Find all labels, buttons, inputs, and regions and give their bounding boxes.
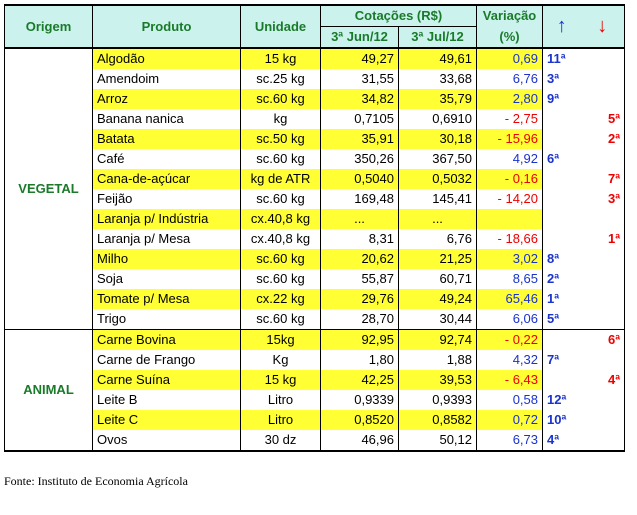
product-name: Cana-de-açúcar: [93, 169, 241, 189]
rank-down: 6ª: [581, 330, 625, 351]
rank-up: 1ª: [547, 291, 560, 306]
rank-up: 9ª: [547, 91, 560, 106]
header-pct: (%): [477, 27, 543, 49]
price-jul: 30,18: [399, 129, 477, 149]
price-jul: 145,41: [399, 189, 477, 209]
variation: - 0,22: [477, 330, 543, 351]
header-origem: Origem: [5, 5, 93, 48]
price-jun: 0,7105: [321, 109, 399, 129]
price-jul: 0,5032: [399, 169, 477, 189]
price-jun: 35,91: [321, 129, 399, 149]
product-name: Tomate p/ Mesa: [93, 289, 241, 309]
table-row: [5, 189, 625, 209]
variation: - 0,16: [477, 169, 543, 189]
unit: Litro: [241, 390, 321, 410]
rank-up: [543, 209, 581, 229]
table-row: [5, 350, 625, 370]
product-name: Feijão: [93, 189, 241, 209]
rank-down: [581, 410, 625, 430]
price-jul: ...: [399, 209, 477, 229]
header-jun: 3ª Jun/12: [321, 27, 399, 49]
rank-down: [581, 390, 625, 410]
header-produto: Produto: [93, 5, 241, 48]
price-jul: 0,6910: [399, 109, 477, 129]
variation: - 15,96: [477, 129, 543, 149]
group-animal: ANIMAL: [5, 330, 93, 452]
table-row: [5, 430, 625, 451]
rank-up: 5ª: [547, 311, 560, 326]
rank-down: 5ª: [581, 109, 625, 129]
price-jul: 60,71: [399, 269, 477, 289]
header-cotacoes: Cotações (R$): [321, 5, 477, 27]
variation: 4,92: [477, 149, 543, 169]
rank-down: [581, 69, 625, 89]
price-jul: 39,53: [399, 370, 477, 390]
unit: kg: [241, 109, 321, 129]
price-jul: 50,12: [399, 430, 477, 451]
table-row: [5, 129, 625, 149]
table-row: [5, 309, 625, 330]
price-jul: 367,50: [399, 149, 477, 169]
variation: - 6,43: [477, 370, 543, 390]
unit: sc.60 kg: [241, 249, 321, 269]
table-row: [5, 370, 625, 390]
product-name: Leite B: [93, 390, 241, 410]
rank-up: 4ª: [543, 430, 581, 451]
price-jul: 35,79: [399, 89, 477, 109]
variation: 0,69: [477, 48, 543, 69]
header-unidade: Unidade: [241, 5, 321, 48]
unit: sc.60 kg: [241, 269, 321, 289]
header-jul: 3ª Jul/12: [399, 27, 477, 49]
header-variacao: Variação: [477, 5, 543, 27]
table-row: [5, 169, 625, 189]
rank-down: [581, 289, 625, 309]
rank-down: [581, 209, 625, 229]
table-row: [5, 229, 625, 249]
rank-up: 3ª: [547, 71, 560, 86]
price-jun: 28,70: [321, 309, 399, 330]
price-jun: 0,8520: [321, 410, 399, 430]
product-name: Leite C: [93, 410, 241, 430]
variation: 8,65: [477, 269, 543, 289]
product-name: Laranja p/ Mesa: [93, 229, 241, 249]
product-name: Soja: [93, 269, 241, 289]
unit: sc.60 kg: [241, 189, 321, 209]
product-name: Algodão: [93, 48, 241, 69]
price-jun: 42,25: [321, 370, 399, 390]
rank-up: [543, 109, 581, 129]
price-jun: 31,55: [321, 69, 399, 89]
price-jul: 92,74: [399, 330, 477, 351]
variation: 0,72: [477, 410, 543, 430]
rank-down: 7ª: [581, 169, 625, 189]
variation: - 14,20: [477, 189, 543, 209]
unit: 15 kg: [241, 48, 321, 69]
price-jul: 0,9393: [399, 390, 477, 410]
rank-up: [543, 229, 581, 249]
rank-up: [543, 330, 581, 351]
rank-up: [543, 189, 581, 209]
product-name: Amendoim: [93, 69, 241, 89]
price-jun: 46,96: [321, 430, 399, 451]
variation: 6,73: [477, 430, 543, 451]
table-row: [5, 390, 625, 410]
price-jun: 169,48: [321, 189, 399, 209]
price-jul: 1,88: [399, 350, 477, 370]
variation: 6,76: [477, 69, 543, 89]
price-jun: 0,5040: [321, 169, 399, 189]
variation: - 2,75: [477, 109, 543, 129]
rank-down: [581, 350, 625, 370]
unit: sc.50 kg: [241, 129, 321, 149]
price-jun: 55,87: [321, 269, 399, 289]
variation: 3,02: [477, 249, 543, 269]
variation: 4,32: [477, 350, 543, 370]
unit: sc.60 kg: [241, 309, 321, 330]
product-name: Batata: [93, 129, 241, 149]
rank-up: 6ª: [547, 151, 560, 166]
rank-up: 8ª: [547, 251, 560, 266]
rank-up: [543, 370, 581, 390]
rank-up: 10ª: [547, 412, 567, 427]
price-jul: 30,44: [399, 309, 477, 330]
price-jun: 20,62: [321, 249, 399, 269]
product-name: Carne Suína: [93, 370, 241, 390]
rank-up: 7ª: [547, 352, 560, 367]
table-row: [5, 109, 625, 129]
unit: sc.60 kg: [241, 89, 321, 109]
price-jun: 49,27: [321, 48, 399, 69]
table-row: [5, 249, 625, 269]
variation: 0,58: [477, 390, 543, 410]
product-name: Trigo: [93, 309, 241, 330]
rank-down: 4ª: [581, 370, 625, 390]
variation: [477, 209, 543, 229]
unit: cx.40,8 kg: [241, 229, 321, 249]
product-name: Carne de Frango: [93, 350, 241, 370]
price-jun: 29,76: [321, 289, 399, 309]
unit: Litro: [241, 410, 321, 430]
price-jun: 8,31: [321, 229, 399, 249]
table-row: [5, 269, 625, 289]
rank-up: [543, 169, 581, 189]
unit: sc.60 kg: [241, 149, 321, 169]
table-row: [5, 330, 625, 351]
rank-up: 11ª: [543, 48, 581, 69]
rank-down: [581, 249, 625, 269]
table-row: [5, 69, 625, 89]
rank-down: 3ª: [581, 189, 625, 209]
variation: 65,46: [477, 289, 543, 309]
rank-down: 1ª: [581, 229, 625, 249]
product-name: Milho: [93, 249, 241, 269]
table-body: [5, 48, 625, 451]
rank-up: 12ª: [547, 392, 567, 407]
rank-down: [581, 309, 625, 330]
unit: 15kg: [241, 330, 321, 351]
unit: Kg: [241, 350, 321, 370]
price-jun: 34,82: [321, 89, 399, 109]
product-name: Banana nanica: [93, 109, 241, 129]
price-jul: 49,24: [399, 289, 477, 309]
table-row: [5, 89, 625, 109]
variation: 2,80: [477, 89, 543, 109]
table-row: [5, 209, 625, 229]
price-jul: 6,76: [399, 229, 477, 249]
price-jun: 350,26: [321, 149, 399, 169]
unit: cx.40,8 kg: [241, 209, 321, 229]
table-row: [5, 410, 625, 430]
price-jul: 21,25: [399, 249, 477, 269]
product-name: Café: [93, 149, 241, 169]
rank-down: [581, 149, 625, 169]
table-row: [5, 289, 625, 309]
unit: 30 dz: [241, 430, 321, 451]
price-jun: 1,80: [321, 350, 399, 370]
rank-down: [581, 48, 625, 69]
table-row: [5, 48, 625, 69]
price-jul: 0,8582: [399, 410, 477, 430]
price-jun: 92,95: [321, 330, 399, 351]
rank-down: [581, 430, 625, 451]
rank-up: 2ª: [547, 271, 560, 286]
unit: cx.22 kg: [241, 289, 321, 309]
arrow-up-icon: ↑: [543, 5, 581, 48]
source-note: Fonte: Instituto de Economia Agrícola: [4, 474, 188, 488]
unit: kg de ATR: [241, 169, 321, 189]
unit: sc.25 kg: [241, 69, 321, 89]
price-table-container: [4, 4, 625, 452]
price-jul: 33,68: [399, 69, 477, 89]
group-vegetal: VEGETAL: [5, 48, 93, 330]
variation: - 18,66: [477, 229, 543, 249]
price-jun: 0,9339: [321, 390, 399, 410]
product-name: Laranja p/ Indústria: [93, 209, 241, 229]
rank-down: [581, 89, 625, 109]
variation: 6,06: [477, 309, 543, 330]
price-jun: ...: [321, 209, 399, 229]
rank-down: 2ª: [581, 129, 625, 149]
table-row: [5, 149, 625, 169]
price-jul: 49,61: [399, 48, 477, 69]
product-name: Arroz: [93, 89, 241, 109]
arrow-down-icon: ↓: [581, 5, 625, 48]
rank-down: [581, 269, 625, 289]
unit: 15 kg: [241, 370, 321, 390]
rank-up: [543, 129, 581, 149]
price-table: [4, 4, 625, 452]
product-name: Carne Bovina: [93, 330, 241, 351]
product-name: Ovos: [93, 430, 241, 451]
